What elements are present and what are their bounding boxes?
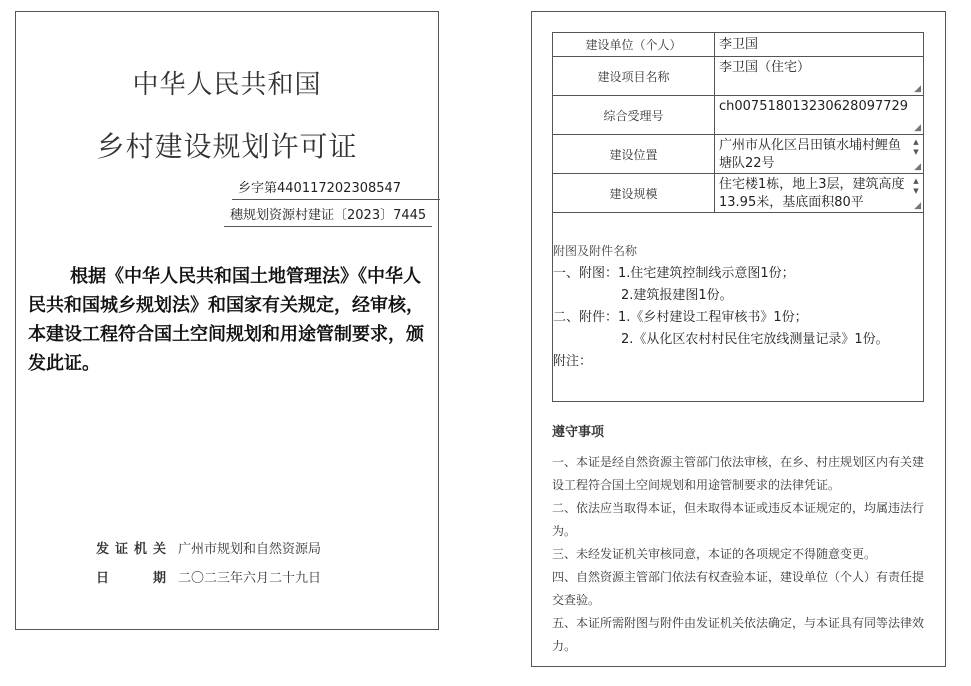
attachment-line: 2.建筑报建图1份。: [621, 287, 733, 303]
document-number: 穗规划资源村建证〔2023〕7445: [224, 205, 432, 227]
date-label: 日 期: [96, 571, 166, 586]
issuer-label: 发证机关: [96, 542, 166, 557]
attachment-line: 一、附图：1.住宅建筑控制线示意图1份；: [553, 265, 795, 281]
scroll-arrows-icon[interactable]: ▲ ▼: [913, 138, 919, 156]
field-value: 广州市从化区吕田镇水埔村鲤鱼塘队22号: [719, 138, 902, 171]
table-row: [553, 57, 924, 96]
scroll-arrows-icon[interactable]: ▲ ▼: [913, 177, 919, 195]
certificate-front: [15, 11, 439, 630]
notice-item: 三、未经发证机关审核同意，本证的各项规定不得随意变更。: [552, 547, 877, 561]
resize-grip-icon[interactable]: ◢: [914, 201, 921, 211]
field-value: 住宅楼1栋，地上3层，建筑高度13.95米，基底面积80平: [719, 177, 905, 210]
scale-field[interactable]: [715, 174, 924, 213]
attachment-line: 2.《从化区农村村民住宅放线测量记录》1份。: [621, 331, 889, 347]
issuer-row: [96, 538, 321, 557]
field-value: 李卫国（住宅）: [719, 60, 811, 75]
resize-grip-icon[interactable]: ◢: [914, 162, 921, 172]
applicant-field[interactable]: [715, 33, 924, 57]
notice-list: [552, 451, 928, 658]
attachments-cell: [553, 213, 924, 402]
table-row: [553, 33, 924, 57]
location-field[interactable]: [715, 135, 924, 174]
certificate-details: [531, 11, 946, 667]
notice-item: 五、本证所需附图与附件由发证机关依法确定，与本证具有同等法律效力。: [552, 616, 925, 653]
notice-item: 二、依法应当取得本证，但未取得本证或违反本证规定的，均属违法行为。: [552, 501, 925, 538]
table-row: [553, 96, 924, 135]
remark-label: 附注：: [553, 353, 593, 369]
acceptance-number-field[interactable]: [715, 96, 924, 135]
row-label: 建设项目名称: [553, 57, 715, 96]
details-table: [552, 32, 924, 402]
table-row: [553, 135, 924, 174]
field-value: ch007518013230628097729: [719, 99, 909, 114]
field-value: 李卫国: [719, 36, 759, 52]
notice-item: 四、自然资源主管部门依法有权查验本证，建设单位（个人）有责任提交查验。: [552, 570, 925, 607]
attachments-title: 附图及附件名称: [553, 243, 638, 258]
row-label: 综合受理号: [553, 96, 715, 135]
attachment-line: 二、附件：1.《乡村建设工程审核书》1份；: [553, 309, 808, 325]
project-name-field[interactable]: [715, 57, 924, 96]
title-country: 中华人民共和国: [132, 70, 322, 100]
row-label: 建设规模: [553, 174, 715, 213]
date-value: 二〇二三年六月二十九日: [178, 571, 322, 586]
permit-number: 乡字第440117202308547: [232, 178, 440, 200]
resize-grip-icon[interactable]: ◢: [914, 84, 921, 94]
title-certificate: 乡村建设规划许可证: [96, 130, 358, 163]
legal-basis: [28, 262, 426, 378]
notice-title: 遵守事项: [552, 425, 605, 440]
date-row: [96, 567, 321, 586]
table-row: [553, 213, 924, 402]
row-label: 建设位置: [553, 135, 715, 174]
notice-item: 一、本证是经自然资源主管部门依法审核，在乡、村庄规划区内有关建设工程符合国土空间规划和用途管制要求的法律凭证。: [552, 455, 925, 492]
resize-grip-icon[interactable]: ◢: [914, 123, 921, 133]
row-label: 建设单位（个人）: [553, 33, 715, 57]
legal-basis-text: 根据《中华人民共和国土地管理法》《中华人民共和国城乡规划法》和国家有关规定，经审核，本建设工程符合国土空间规划和用途管制要求，颁发此证。: [28, 266, 424, 374]
issuer-value: 广州市规划和自然资源局: [178, 542, 322, 557]
table-row: [553, 174, 924, 213]
